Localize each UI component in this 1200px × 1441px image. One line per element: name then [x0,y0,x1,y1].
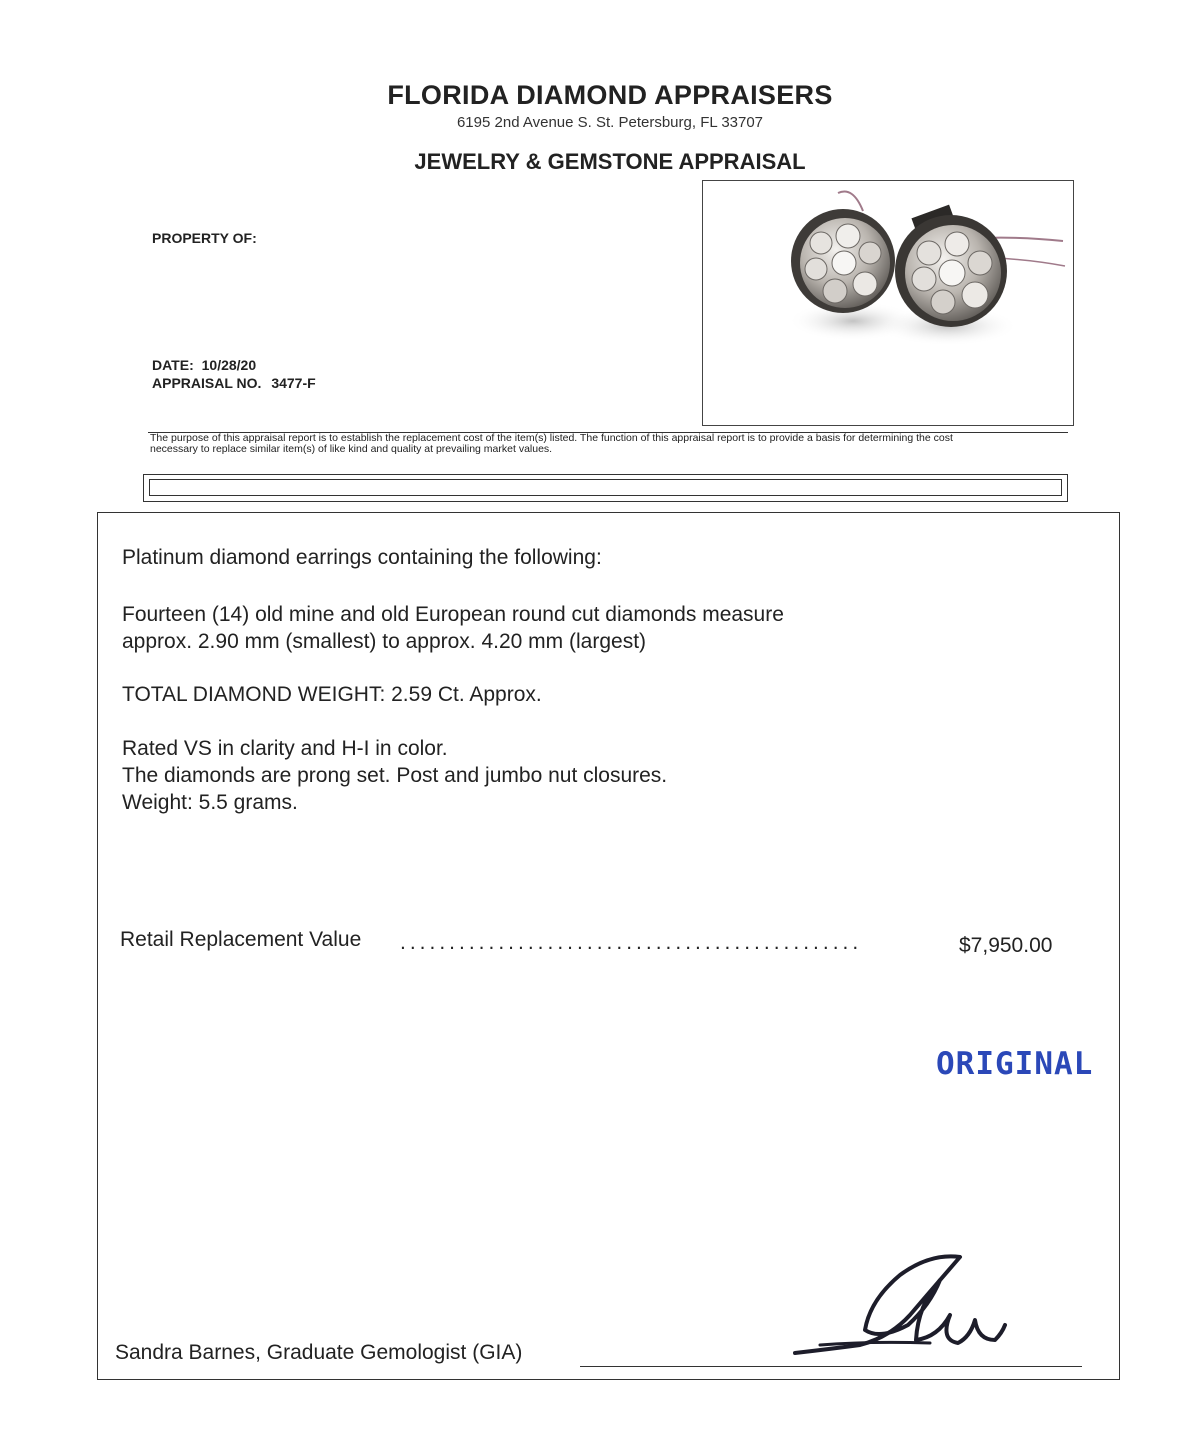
rating-line: Rated VS in clarity and H-I in color. [122,737,448,760]
item-photo [702,180,1074,426]
setting-line: The diamonds are prong set. Post and jumbo nut closures. [122,764,668,787]
purpose-line-2: necessary to replace similar item(s) of like kind and quality at prevailing market values. [150,443,553,455]
appraisal-number-label: APPRAISAL NO. [152,375,262,391]
total-diamond-weight: TOTAL DIAMOND WEIGHT: 2.59 Ct. Approx. [122,683,542,706]
diamonds-line-1: Fourteen (14) old mine and old European round cut diamonds measure [122,603,784,626]
company-name: FLORIDA DIAMOND APPRAISERS [387,80,833,110]
valuation-amount: $7,950.00 [959,934,1053,957]
weight-line: Weight: 5.5 grams. [122,791,298,814]
valuation-leader-dots: ............................................... [400,931,863,954]
property-of-label: PROPERTY OF: [152,230,257,246]
document-title: JEWELRY & GEMSTONE APPRAISAL [414,149,806,174]
signature-image [790,1245,1010,1365]
divider-bar-inner [149,479,1062,496]
diamonds-line-2: approx. 2.90 mm (smallest) to approx. 4.20 mm (largest) [122,630,647,653]
original-stamp: ORIGINAL [936,1046,1094,1082]
appraiser-name: Sandra Barnes, Graduate Gemologist (GIA) [115,1341,523,1364]
valuation-label: Retail Replacement Value [120,928,362,951]
company-address: 6195 2nd Avenue S. St. Petersburg, FL 33707 [456,114,764,131]
appraisal-number-row [152,375,316,391]
earrings-image [703,181,1072,424]
appraisal-number-value: 3477-F [271,375,316,391]
signature-line [580,1366,1082,1367]
date-value: 10/28/20 [201,357,257,373]
date-row [152,357,256,373]
date-label: DATE: [152,357,194,373]
purpose-statement [150,433,1070,455]
purpose-line-1: The purpose of this appraisal report is to establish the replacement cost of the item(s) listed. The function of this appraisal report is to provide a basis for determining the cost [150,432,953,444]
description-intro: Platinum diamond earrings containing the following: [122,546,602,569]
